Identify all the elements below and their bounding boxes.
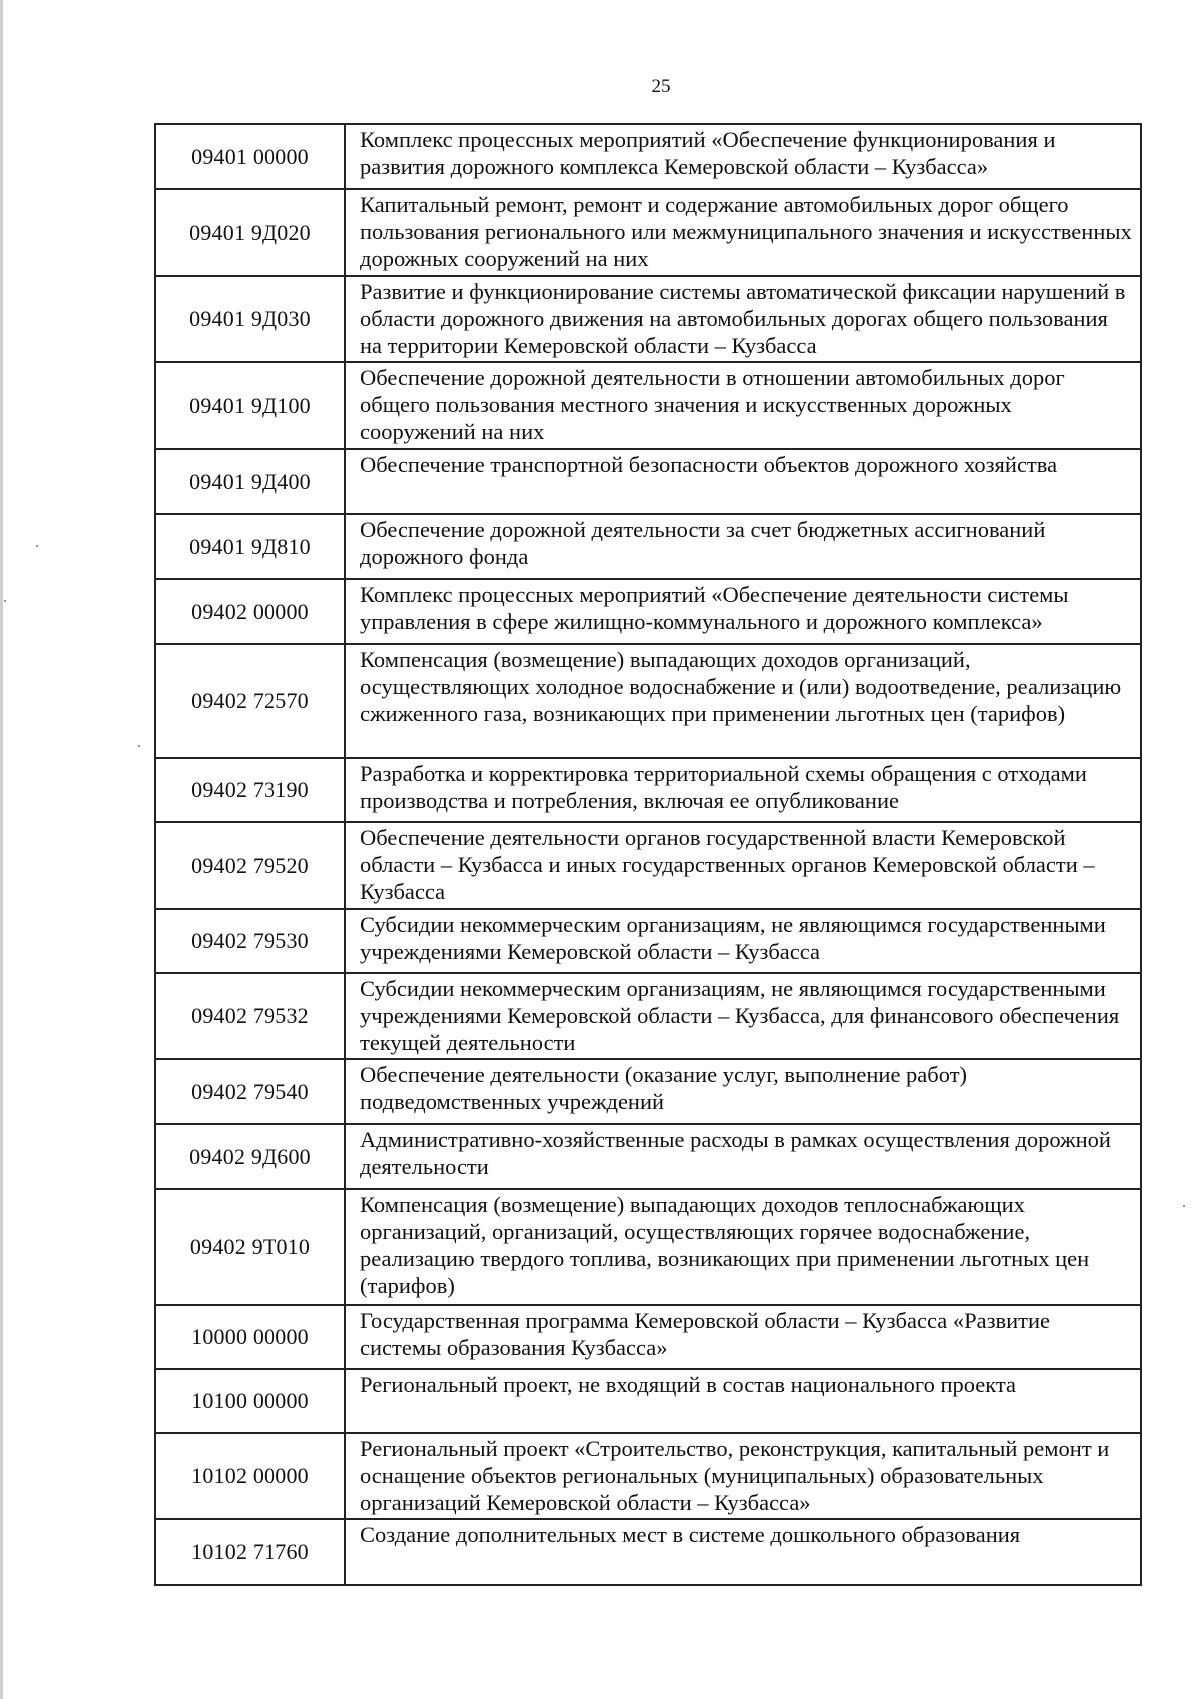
- description-cell: Обеспечение деятельности органов государственной власти Кемеровской области – Кузбасса и иных государственных органов Кемеровской области – Кузбасса: [360, 825, 1095, 904]
- scan-speck: [138, 745, 140, 747]
- code-cell: 09402 79530: [156, 910, 346, 972]
- code-cell: 09402 73190: [156, 759, 346, 821]
- code-cell: 09402 00000: [156, 580, 346, 643]
- code-cell: 09401 9Д020: [156, 190, 346, 275]
- code-cell: 10102 71760: [156, 1520, 346, 1584]
- table-row: [156, 580, 1140, 645]
- description-cell: Компенсация (возмещение) выпадающих доходов организаций, осуществляющих холодное водоснабжение и (или) водоотведение, реализацию сжиженного газа, возникающих при применении льготных цен (тарифов): [360, 647, 1122, 726]
- description-cell: Капитальный ремонт, ремонт и содержание автомобильных дорог общего пользования регионального или межмуниципального значения и искусственных дорожных сооружений на них: [360, 192, 1132, 271]
- description-cell: Разработка и корректировка территориальной схемы обращения с отходами производства и потребления, включая ее опубликование: [360, 761, 1087, 813]
- description-cell: Региональный проект «Строительство, реконструкция, капитальный ремонт и оснащение объектов региональных (муниципальных) образовательных организаций Кемеровской области – Кузбасса»: [360, 1436, 1110, 1515]
- table-row: [156, 190, 1140, 277]
- table-row: [156, 1370, 1140, 1434]
- scan-edge-shadow: [0, 0, 3, 1699]
- table-row: [156, 515, 1140, 580]
- code-cell: 09402 9Д600: [156, 1125, 346, 1188]
- description-cell: Обеспечение дорожной деятельности в отношении автомобильных дорог общего пользования местного значения и искусственных дорожных сооружений на них: [360, 365, 1065, 444]
- description-cell: Комплекс процессных мероприятий «Обеспечение деятельности системы управления в сфере жилищно-коммунального и дорожного комплекса»: [360, 582, 1069, 634]
- table-row: [156, 1520, 1140, 1584]
- code-cell: 09401 00000: [156, 125, 346, 188]
- table-row: [156, 910, 1140, 974]
- table-row: [156, 645, 1140, 759]
- table-row: [156, 1306, 1140, 1370]
- description-cell: Субсидии некоммерческим организациям, не являющимся государственными учреждениями Кемеровской области – Кузбасса: [360, 912, 1106, 964]
- table-row: [156, 974, 1140, 1060]
- code-cell: 10102 00000: [156, 1434, 346, 1518]
- table-row: [156, 450, 1140, 515]
- code-cell: 09402 9Т010: [156, 1190, 346, 1304]
- code-cell: 09402 79532: [156, 974, 346, 1058]
- code-cell: 09401 9Д810: [156, 515, 346, 578]
- description-cell: Обеспечение дорожной деятельности за счет бюджетных ассигнований дорожного фонда: [360, 517, 1046, 569]
- code-cell: 09402 79540: [156, 1060, 346, 1123]
- description-cell: Развитие и функционирование системы автоматической фиксации нарушений в области дорожного движения на автомобильных дорогах общего пользования на территории Кемеровской области – Кузбасса: [360, 279, 1126, 358]
- table-row: [156, 363, 1140, 450]
- budget-classification-table: [154, 123, 1142, 1586]
- scan-speck: [4, 600, 6, 602]
- code-cell: 09402 79520: [156, 823, 346, 908]
- code-cell: 09401 9Д400: [156, 450, 346, 513]
- page-number: 25: [651, 76, 671, 97]
- code-cell: 09402 72570: [156, 645, 346, 757]
- code-cell: 09401 9Д100: [156, 363, 346, 448]
- description-cell: Региональный проект, не входящий в состав национального проекта: [360, 1372, 1017, 1397]
- table-row: [156, 125, 1140, 190]
- code-cell: 10100 00000: [156, 1370, 346, 1432]
- table-row: [156, 1434, 1140, 1520]
- description-cell: Субсидии некоммерческим организациям, не являющимся государственными учреждениями Кемеровской области – Кузбасса, для финансового обеспечения текущей деятельности: [360, 976, 1120, 1055]
- scan-speck: [1183, 1205, 1185, 1207]
- table-row: [156, 1190, 1140, 1306]
- scan-speck: [36, 545, 38, 547]
- description-cell: Обеспечение деятельности (оказание услуг, выполнение работ) подведомственных учреждений: [360, 1062, 968, 1114]
- code-cell: 09401 9Д030: [156, 277, 346, 361]
- table-row: [156, 823, 1140, 910]
- description-cell: Административно-хозяйственные расходы в рамках осуществления дорожной деятельности: [360, 1127, 1111, 1179]
- table-row: [156, 277, 1140, 363]
- table-row: [156, 1060, 1140, 1125]
- table-row: [156, 759, 1140, 823]
- code-cell: 10000 00000: [156, 1306, 346, 1368]
- description-cell: Обеспечение транспортной безопасности объектов дорожного хозяйства: [360, 452, 1058, 477]
- table-row: [156, 1125, 1140, 1190]
- description-cell: Создание дополнительных мест в системе дошкольного образования: [360, 1522, 1021, 1547]
- description-cell: Комплекс процессных мероприятий «Обеспечение функционирования и развития дорожного комплекса Кемеровской области – Кузбасса»: [360, 127, 1056, 179]
- description-cell: Компенсация (возмещение) выпадающих доходов теплоснабжающих организаций, организаций, осуществляющих горячее водоснабжение, реализацию твердого топлива, возникающих при применении льготных цен (тарифов): [360, 1192, 1090, 1298]
- description-cell: Государственная программа Кемеровской области – Кузбасса «Развитие системы образования Кузбасса»: [360, 1308, 1050, 1360]
